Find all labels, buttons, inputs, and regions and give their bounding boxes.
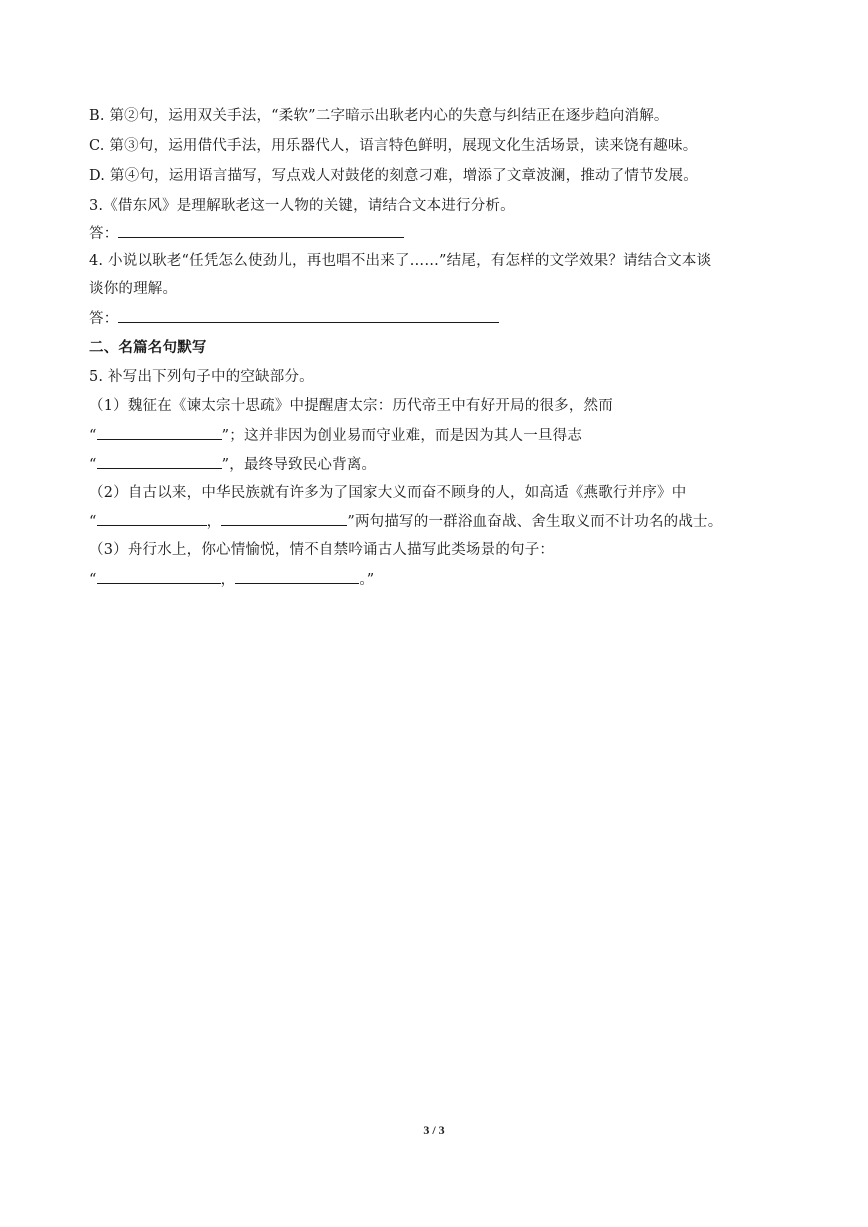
comma: ， [206,514,222,530]
option-b: B. 第②句，运用双关手法，“柔软”二字暗示出耿老内心的失意与纠结正在逐步趋向消解。 [89,108,669,124]
line-text: ”两句描写的一群浴血奋战、舍生取义而不计功名的战士。 [347,514,723,530]
question-4-text-line2: 谈你的理解。 [89,281,178,297]
question-5-part1-line1: （1）魏征在《谏太宗十思疏》中提醒唐太宗：历代帝王中有好开局的很多，然而 [89,398,613,414]
fill-blank[interactable] [97,569,221,584]
answer-label: 答： [89,226,119,242]
section-heading: 二、名篇名句默写 [89,339,207,356]
answer-blank[interactable] [118,308,499,323]
open-quote: “ [89,514,97,530]
fill-blank[interactable] [97,454,222,469]
question-5-part2-line2 [89,511,722,532]
question-3-answer-line [89,223,404,244]
close-quote: 。” [359,572,375,588]
page-number: 3 / 3 [423,1123,445,1137]
open-quote: “ [89,457,97,473]
line-text: ”，最终导致民心背离。 [221,457,377,473]
question-5-intro: 5. 补写出下列句子中的空缺部分。 [89,369,314,385]
question-4-answer-line [89,308,499,329]
open-quote: “ [89,428,97,444]
fill-blank[interactable] [97,511,207,526]
fill-blank[interactable] [97,425,222,440]
question-5-part3-line2 [89,569,374,590]
question-5-part1-line2 [89,425,582,446]
option-d: D. 第④句，运用语言描写，写点戏人对鼓佬的刻意刁难，增添了文章波澜，推动了情节发展。 [89,168,698,184]
question-4-text-line1: 4. 小说以耿老“任凭怎么使劲儿，再也唱不出来了……”结尾，有怎样的文学效果？请结合文本谈 [89,253,712,269]
question-5-part1-line3 [89,454,376,475]
fill-blank[interactable] [221,511,347,526]
comma: ， [220,572,236,588]
question-3-text: 3.《借东风》是理解耿老这一人物的关键，请结合文本进行分析。 [89,198,515,214]
fill-blank[interactable] [235,569,359,584]
option-c: C. 第③句，运用借代手法，用乐器代人，语言特色鲜明，展现文化生活场景，读来饶有趣味。 [89,138,698,154]
question-5-part2-line1: （2）自古以来，中华民族就有许多为了国家大义而奋不顾身的人，如高适《燕歌行并序》中 [89,485,687,501]
answer-label: 答： [89,311,119,327]
question-5-part3-line1: （3）舟行水上，你心情愉悦，情不自禁吟诵古人描写此类场景的句子： [89,542,555,558]
open-quote: “ [89,572,97,588]
line-text: ”；这并非因为创业易而守业难，而是因为其人一旦得志 [221,428,583,444]
answer-blank[interactable] [118,223,404,238]
